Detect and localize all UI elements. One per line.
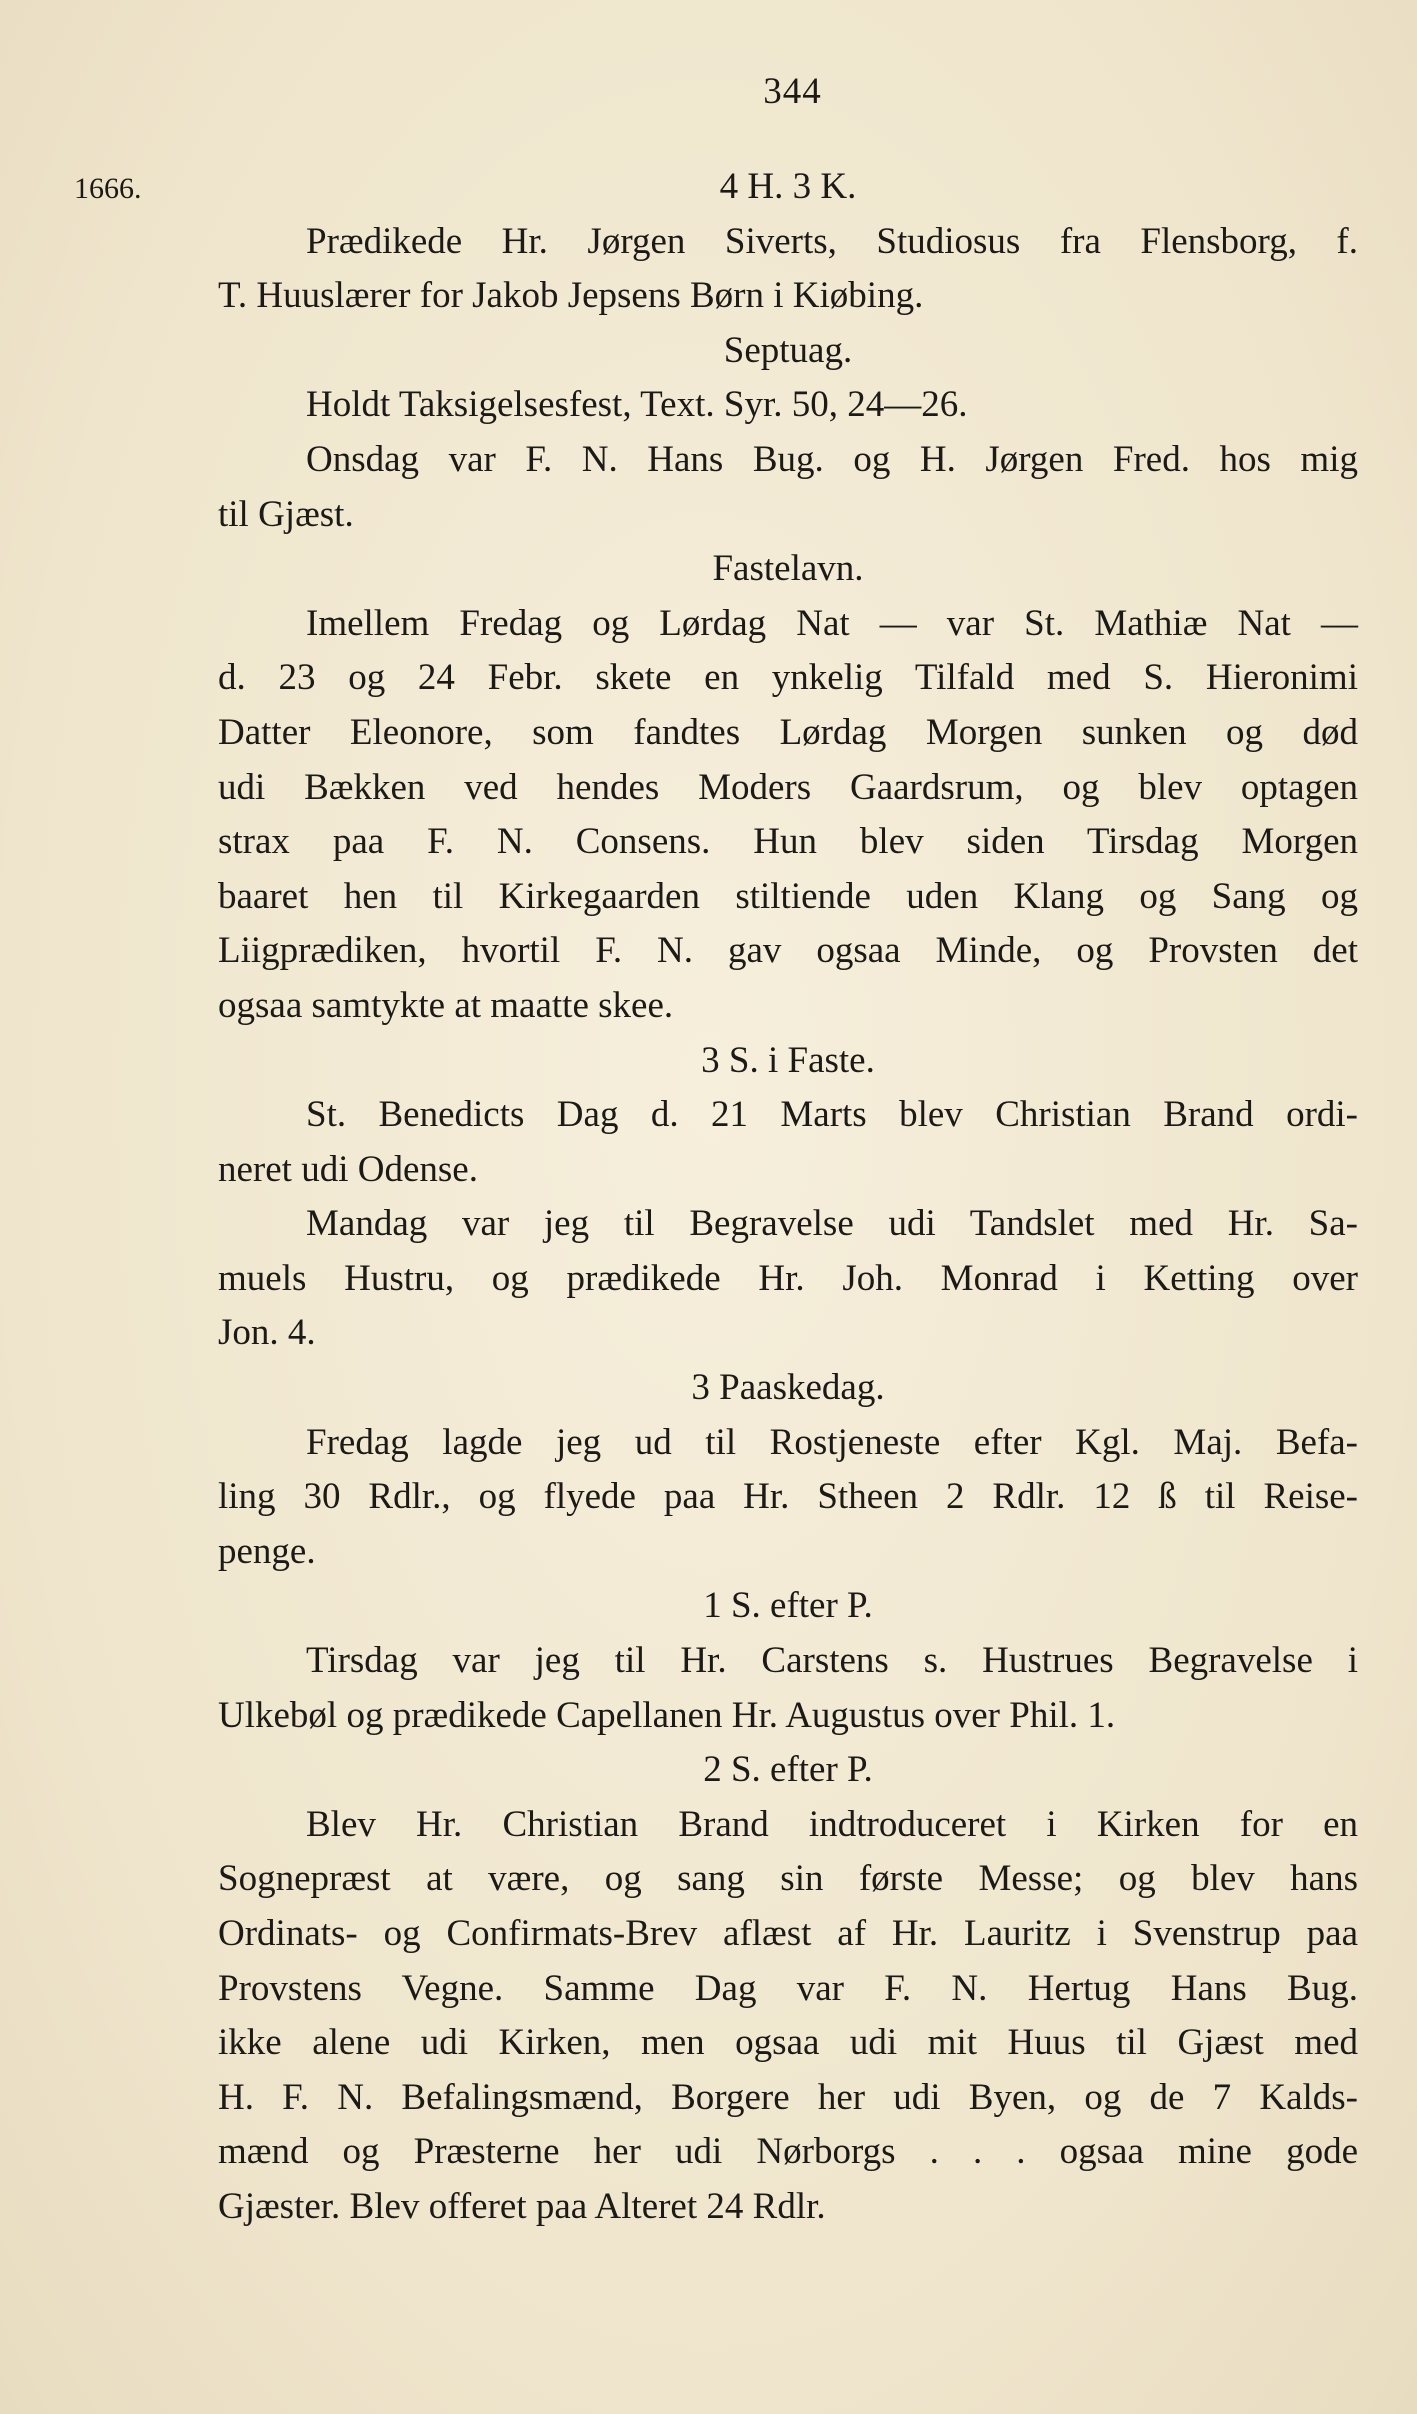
text-line: ikke alene udi Kirken, men ogsaa udi mit Huus til Gjæst med <box>218 2022 1358 2064</box>
text-line: Onsdag var F. N. Hans Bug. og H. Jørgen Fred. hos mig <box>306 438 1358 480</box>
text-line: strax paa F. N. Consens. Hun blev siden Tirsdag Morgen <box>218 821 1358 863</box>
text-line: T. Huuslærer for Jakob Jepsens Børn i Kiøbing. <box>218 275 924 317</box>
text-line: Gjæster. Blev offeret paa Alteret 24 Rdlr. <box>218 2185 826 2227</box>
text-line: Liigprædiken, hvortil F. N. gav ogsaa Minde, og Provsten det <box>218 930 1358 972</box>
text-line: Fastelavn. <box>712 548 864 590</box>
text-line: 1 S. efter P. <box>703 1585 873 1627</box>
text-line: ling 30 Rdlr., og flyede paa Hr. Stheen 2 Rdlr. 12 ß til Reise- <box>218 1476 1358 1518</box>
margin-year: 1666. <box>74 172 142 205</box>
text-line: Fredag lagde jeg ud til Rostjeneste efter Kgl. Maj. Befa- <box>306 1421 1358 1463</box>
text-line: d. 23 og 24 Febr. skete en ynkelig Tilfald med S. Hieronimi <box>218 657 1358 699</box>
text-line: Prædikede Hr. Jørgen Siverts, Studiosus fra Flensborg, f. <box>306 220 1358 262</box>
page-number: 344 <box>763 71 822 112</box>
text-line: Provstens Vegne. Samme Dag var F. N. Hertug Hans Bug. <box>218 1967 1358 2009</box>
text-line: udi Bækken ved hendes Moders Gaardsrum, og blev optagen <box>218 766 1358 808</box>
text-line: Holdt Taksigelsesfest, Text. Syr. 50, 24—26. <box>306 384 968 426</box>
text-line: H. F. N. Befalingsmænd, Borgere her udi Byen, og de 7 Kalds- <box>218 2076 1358 2118</box>
text-line: 3 S. i Faste. <box>701 1039 875 1081</box>
text-line: 2 S. efter P. <box>703 1749 873 1791</box>
text-line: baaret hen til Kirkegaarden stiltiende uden Klang og Sang og <box>218 875 1358 917</box>
text-line: Tirsdag var jeg til Hr. Carstens s. Hustrues Begravelse i <box>306 1640 1358 1682</box>
text-line: Septuag. <box>723 329 853 371</box>
text-line: ogsaa samtykte at maatte skee. <box>218 984 674 1026</box>
text-line: Sognepræst at være, og sang sin første Messe; og blev hans <box>218 1858 1358 1900</box>
page-body-text <box>218 160 1358 2235</box>
text-line: Ulkebøl og prædikede Capellanen Hr. Augustus over Phil. 1. <box>218 1694 1116 1736</box>
text-line: 4 H. 3 K. <box>719 166 857 207</box>
text-line: St. Benedicts Dag d. 21 Marts blev Christian Brand ordi- <box>306 1094 1358 1136</box>
text-line: Jon. 4. <box>218 1312 316 1354</box>
text-line: Mandag var jeg til Begravelse udi Tandslet med Hr. Sa- <box>306 1203 1358 1245</box>
text-line: neret udi Odense. <box>218 1148 478 1190</box>
text-line: Imellem Fredag og Lørdag Nat — var St. Mathiæ Nat — <box>306 602 1358 644</box>
text-line: mænd og Præsterne her udi Nørborgs . . . ogsaa mine gode <box>218 2131 1358 2173</box>
text-line: muels Hustru, og prædikede Hr. Joh. Monrad i Ketting over <box>218 1257 1358 1299</box>
text-line: Datter Eleonore, som fandtes Lørdag Morgen sunken og død <box>218 711 1358 753</box>
text-line: penge. <box>218 1530 316 1572</box>
text-line: Ordinats- og Confirmats-Brev aflæst af Hr. Lauritz i Svenstrup paa <box>218 1913 1358 1954</box>
text-line: Blev Hr. Christian Brand indtroduceret i Kirken for en <box>306 1803 1358 1845</box>
text-line: 3 Paaskedag. <box>691 1367 885 1409</box>
text-line: til Gjæst. <box>218 493 354 535</box>
